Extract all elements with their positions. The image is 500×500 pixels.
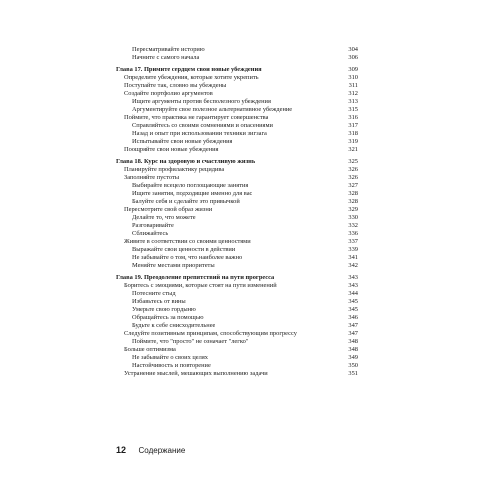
- toc-entry-title: Выбирайте всецело поглощающие занятия: [132, 182, 249, 189]
- toc-entry-page: 326: [348, 174, 358, 181]
- toc-entry-page: 350: [348, 362, 358, 369]
- toc-entry: [116, 74, 358, 82]
- toc-entry: [116, 314, 358, 322]
- toc-entry-title: Поймите, что "просто" не означает "легко": [132, 338, 249, 345]
- toc-entry-page: 315: [348, 106, 358, 113]
- toc-entry-page: 347: [348, 322, 358, 329]
- toc-entry: [116, 82, 358, 90]
- toc-entry-title: Избавьтесь от вины: [132, 298, 186, 305]
- toc-entry-title: Пересматривайте историю: [132, 46, 205, 53]
- toc-entry-title: Справляйтесь со своими сомнениями и опасениями: [132, 122, 273, 129]
- toc-entry: [116, 122, 358, 130]
- toc-entry-title: Меняйте местами приоритеты: [132, 262, 215, 269]
- toc-chapter-heading: [116, 274, 358, 282]
- toc-entry-page: 336: [348, 230, 358, 237]
- toc-entry-page: 343: [348, 274, 358, 281]
- toc-entry-page: 329: [348, 206, 358, 213]
- toc-entry: [116, 290, 358, 298]
- toc-entry: [116, 130, 358, 138]
- toc-entry: [116, 106, 358, 114]
- toc-entry-title: Поощряйте свои новые убеждения: [124, 146, 219, 153]
- toc-entry: [116, 138, 358, 146]
- toc-entry: [116, 182, 358, 190]
- toc-entry-title: Обращайтесь за помощью: [132, 314, 204, 321]
- toc-entry: [116, 362, 358, 370]
- toc-entry-page: 309: [348, 66, 358, 73]
- toc-entry-title: Умерьте свою гордыню: [132, 306, 196, 313]
- toc-entry-page: 328: [348, 190, 358, 197]
- toc-entry-page: 339: [348, 246, 358, 253]
- toc-entry-page: 337: [348, 238, 358, 245]
- toc-entry-title: Боритесь с эмоциями, которые стоят на пути изменений: [124, 282, 277, 289]
- toc-entry-title: Поступайте так, словно вы убеждены: [124, 82, 227, 89]
- toc-entry: [116, 254, 358, 262]
- chapter-title: Глава 19. Преодоление препятствий на пути прогресса: [116, 274, 275, 281]
- toc-entry-title: Назад и опыт при использовании техники зигзага: [132, 130, 267, 137]
- toc-entry: [116, 346, 358, 354]
- toc-entry-page: 342: [348, 262, 358, 269]
- toc-entry-title: Испытывайте свои новые убеждения: [132, 138, 233, 145]
- toc-entry-page: 311: [348, 82, 358, 89]
- toc-entry-page: 316: [348, 114, 358, 121]
- toc-entry-page: 313: [348, 98, 358, 105]
- toc-entry-page: 304: [348, 46, 358, 53]
- toc-entry-title: Больше оптимизма: [124, 346, 176, 353]
- toc-entry: [116, 246, 358, 254]
- toc-entry-page: 346: [348, 314, 358, 321]
- toc-entry-title: Ищите аргументы против бесполезного убеждения: [132, 98, 271, 105]
- toc-entry-title: Не забывайте о том, что наиболее важно: [132, 254, 243, 261]
- toc-entry-page: 328: [348, 198, 358, 205]
- toc-entry-page: 341: [348, 254, 358, 261]
- toc-entry-page: 330: [348, 214, 358, 221]
- toc-entry: [116, 230, 358, 238]
- toc-entry-title: Поймите, что практика не гарантирует совершенства: [124, 114, 269, 121]
- toc-entry-page: 351: [348, 370, 358, 377]
- toc-entry-page: 347: [348, 330, 358, 337]
- toc-entry-title: Создайте портфолио аргументов: [124, 90, 213, 97]
- toc-entry-page: 349: [348, 354, 358, 361]
- toc-entry-page: 306: [348, 54, 358, 61]
- toc-entry-page: 325: [348, 158, 358, 165]
- toc-chapter-heading: [116, 158, 358, 166]
- toc-entry-title: Определите убеждения, которые хотите укрепить: [124, 74, 259, 81]
- toc-entry: [116, 98, 358, 106]
- toc-entry-title: Делайте то, что можете: [132, 214, 196, 221]
- toc-entry-title: Ищите занятия, подходящие именно для вас: [132, 190, 253, 197]
- toc-entry-title: Настойчивость и повторение: [132, 362, 211, 369]
- toc-entry-page: 326: [348, 166, 358, 173]
- toc-entry: [116, 174, 358, 182]
- chapter-title: Глава 18. Курс на здоровую и счастливую жизнь: [116, 158, 256, 165]
- toc-entry: [116, 298, 358, 306]
- toc-entry: [116, 354, 358, 362]
- toc-entry-title: Пересмотрите свой образ жизни: [124, 206, 213, 213]
- toc-entry-page: 317: [348, 122, 358, 129]
- toc-entry-title: Не забывайте о своих целях: [132, 354, 208, 361]
- toc-entry: [116, 306, 358, 314]
- toc-entry: [116, 330, 358, 338]
- page-number: 12: [116, 445, 127, 455]
- toc-entry-title: Выражайте свои ценности в действии: [132, 246, 236, 253]
- table-of-contents: [116, 46, 358, 378]
- toc-entry-title: Устранение мыслей, мешающих выполнению задачи: [124, 370, 268, 377]
- toc-entry-page: 348: [348, 338, 358, 345]
- toc-entry-title: Разговаривайте: [132, 222, 174, 229]
- toc-entry: [116, 198, 358, 206]
- toc-entry-page: 312: [348, 90, 358, 97]
- chapter-title: Глава 17. Примите сердцем свои новые убеждения: [116, 66, 262, 73]
- toc-entry-page: 327: [348, 182, 358, 189]
- toc-entry-page: 348: [348, 346, 358, 353]
- toc-entry: [116, 238, 358, 246]
- toc-entry: [116, 262, 358, 270]
- toc-entry-page: 319: [348, 138, 358, 145]
- toc-entry: [116, 214, 358, 222]
- toc-entry: [116, 206, 358, 214]
- page-footer: [116, 444, 185, 457]
- toc-entry-title: Балуйте себя и сделайте это привычкой: [132, 198, 240, 205]
- toc-entry: [116, 338, 358, 346]
- toc-entry-title: Следуйте позитивным принципам, способствующим прогрессу: [124, 330, 297, 337]
- toc-entry-page: 310: [348, 74, 358, 81]
- toc-entry: [116, 114, 358, 122]
- toc-entry: [116, 166, 358, 174]
- toc-chapter-heading: [116, 66, 358, 74]
- toc-entry: [116, 54, 358, 62]
- toc-entry: [116, 222, 358, 230]
- toc-entry-title: Будьте к себе снисходительнее: [132, 322, 216, 329]
- toc-entry-page: 344: [348, 290, 358, 297]
- toc-entry-title: Заполняйте пустоты: [124, 174, 180, 181]
- toc-entry-page: 332: [348, 222, 358, 229]
- toc-entry-title: Живите в соответствии со своими ценностями: [124, 238, 251, 245]
- toc-entry: [116, 370, 358, 378]
- toc-entry-page: 345: [348, 306, 358, 313]
- toc-entry: [116, 46, 358, 54]
- toc-entry-title: Планируйте профилактику рецидива: [124, 166, 225, 173]
- toc-entry: [116, 90, 358, 98]
- toc-entry-page: 321: [348, 146, 358, 153]
- toc-entry-page: 343: [348, 282, 358, 289]
- toc-entry-title: Начните с самого начала: [132, 54, 200, 61]
- toc-entry-title: Сближайтесь: [132, 230, 169, 237]
- toc-entry-title: Аргументируйте свое полезное альтернативное убеждение: [132, 106, 293, 113]
- toc-entry: [116, 322, 358, 330]
- toc-entry: [116, 282, 358, 290]
- toc-entry-page: 318: [348, 130, 358, 137]
- toc-entry: [116, 146, 358, 154]
- toc-entry-title: Потесните стыд: [132, 290, 176, 297]
- toc-entry: [116, 190, 358, 198]
- toc-entry-page: 345: [348, 298, 358, 305]
- running-footer-label: Содержание: [138, 446, 186, 455]
